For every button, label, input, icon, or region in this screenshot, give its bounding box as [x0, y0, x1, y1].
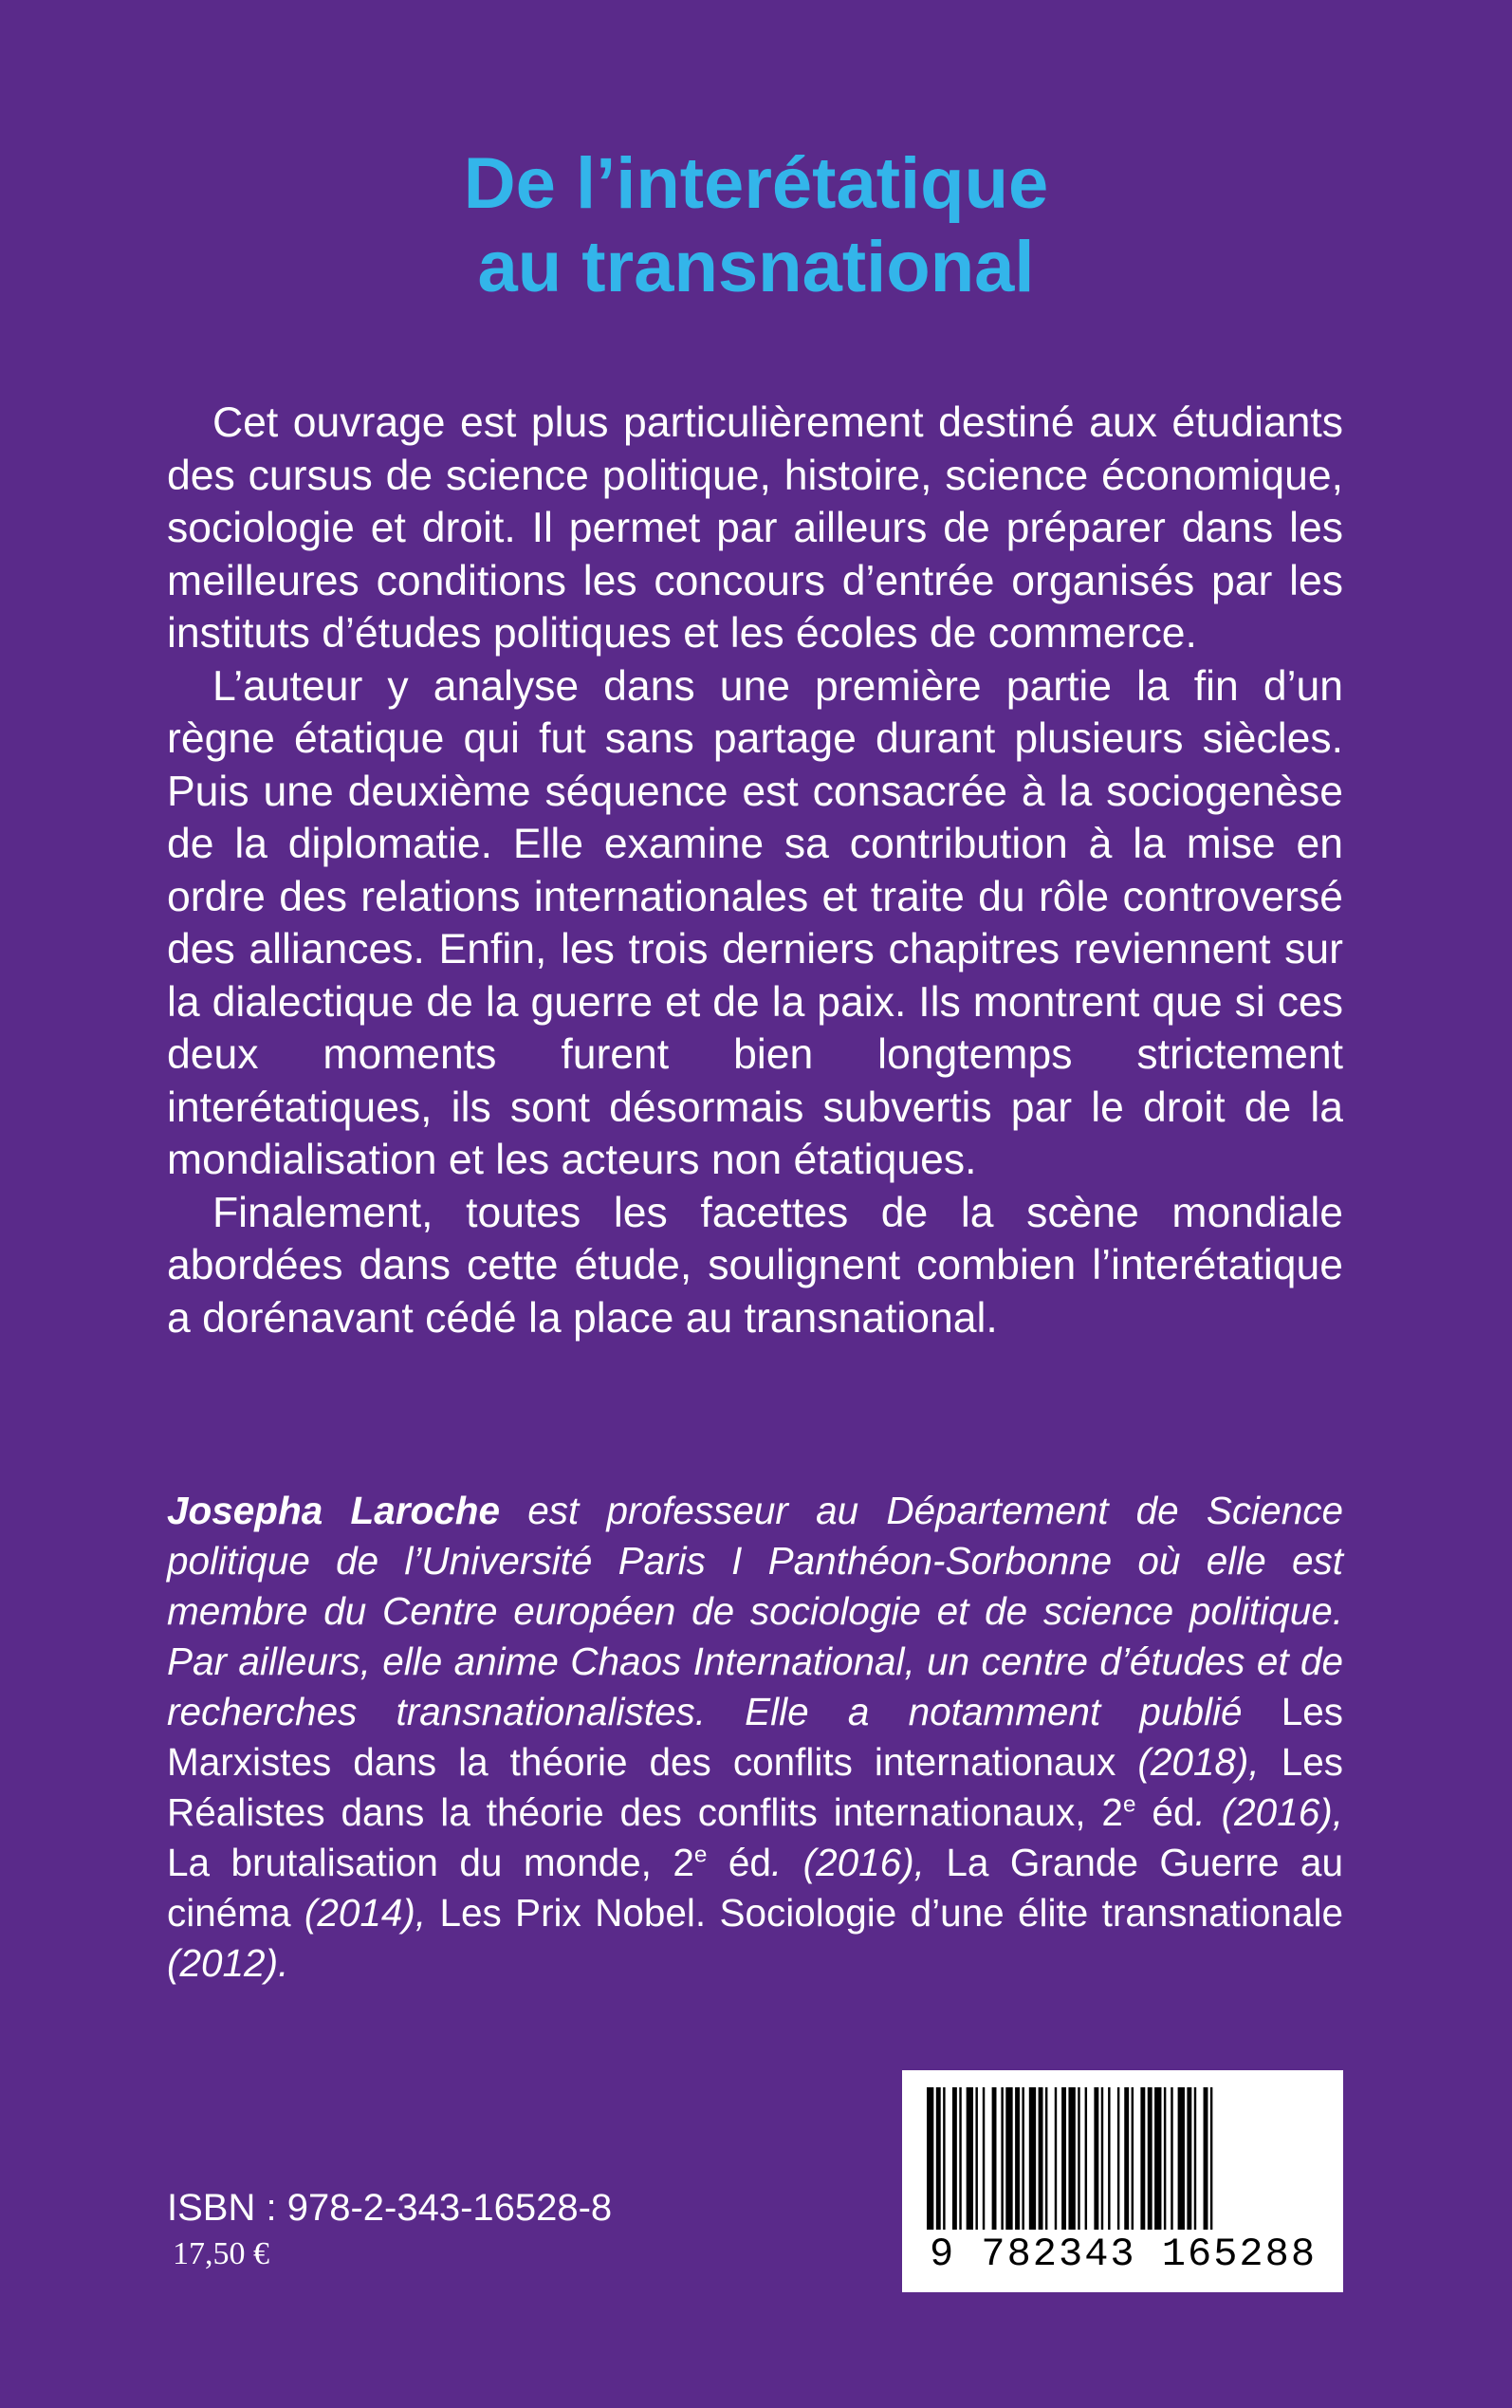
barcode-bar [1101, 2087, 1103, 2230]
barcode-bar [1055, 2087, 1057, 2230]
book-edition-sup-2: e [1122, 1791, 1136, 1818]
barcode-bar [1061, 2087, 1066, 2230]
barcode-bar [1015, 2087, 1020, 2230]
isbn: ISBN : 978-2-343-16528-8 [167, 2187, 613, 2229]
barcode-bar [1085, 2087, 1087, 2230]
barcode-bar [927, 2087, 933, 2230]
blurb-paragraph-2: L’auteur y analyse dans une première partie la fin d’un règne étatique qui fut sans partage durant plusieurs siècles. Puis une deuxième séquence est consacrée à la sociogenèse de la diplomatie. Elle examine sa contribution à la mise en ordre des relations internationales et traite du rôle controversé des alliances. Enfin, les trois derniers chapitres reviennent sur la dialectique de la guerre et de la paix. Ils montrent que si ces deux moments furent bien longtemps strictement interétatiques, ils sont désormais subvertis par le droit de la mondialisation et les acteurs non étatiques. [167, 662, 1343, 1183]
barcode-bar [1029, 2087, 1036, 2230]
barcode-bar [1094, 2087, 1098, 2230]
barcode-bar [1178, 2087, 1185, 2230]
barcode-bar [943, 2087, 945, 2230]
barcode-bar [1117, 2087, 1119, 2230]
barcode-bar [1204, 2087, 1208, 2230]
book-title-2: Les Réalistes dans la théorie des conflits internationaux, 2 [167, 1740, 1343, 1834]
barcode-bar [936, 2087, 941, 2230]
barcode-bar [983, 2087, 985, 2230]
blurb-paragraph-3: Finalement, toutes les facettes de la scène mondiale abordées dans cette étude, soulignent combien l’interétatique a dorénavant cédé la place au transnational. [167, 1189, 1343, 1342]
barcode-bar [1005, 2087, 1012, 2230]
barcode-bar [1068, 2087, 1075, 2230]
barcode-bar [1045, 2087, 1047, 2230]
price: 17,50 € [173, 2236, 269, 2271]
book-year-4: (2014), [290, 1891, 440, 1935]
barcode-bar [1132, 2087, 1134, 2230]
barcode-bar [1187, 2087, 1191, 2230]
author-bio [167, 1486, 1343, 1989]
barcode-bars [919, 2087, 1327, 2230]
book-title-4: La Grande Guerre au cinéma [167, 1841, 1343, 1935]
barcode-bar [1194, 2087, 1196, 2230]
book-year-5: (2012). [167, 1941, 289, 1985]
barcode-bar [1078, 2087, 1079, 2230]
barcode-bar [1124, 2087, 1129, 2230]
book-year-2: . (2016), [1194, 1790, 1343, 1834]
barcode-bar [1140, 2087, 1145, 2230]
barcode-bar [1108, 2087, 1110, 2230]
author-bio-text: est professeur au Département de Science politique de l’Université Paris I Panthéon-Sorbonne où elle est membre du Centre européen de sociologie et de science politique. Par ailleurs, elle anime Chaos International, un centre d’études et de recherches transnationalistes. Elle a notamment publié [167, 1489, 1343, 1733]
blurb [167, 397, 1343, 1344]
book-title-5: Les Prix Nobel. Sociologie d’une élite transnationale [439, 1891, 1344, 1935]
barcode-bar [1039, 2087, 1043, 2230]
barcode [902, 2070, 1343, 2292]
book-year-3: . (2016), [770, 1841, 947, 1884]
blurb-paragraph-1: Cet ouvrage est plus particulièrement destiné aux étudiants des cursus de science politique, histoire, science économique, sociologie et droit. Il permet par ailleurs de préparer dans les meilleures conditions les concours d’entrée organisés par les instituts d’études politiques et les écoles de commerce. [167, 399, 1343, 657]
title-line-2: au transnational [477, 227, 1035, 307]
book-title-1: Les Marxistes dans la théorie des conflits internationaux [167, 1690, 1343, 1784]
book-edition-3: éd [707, 1841, 771, 1884]
barcode-bar [1210, 2087, 1212, 2230]
barcode-bar [959, 2087, 961, 2230]
book-edition-sup-3: e [693, 1842, 708, 1868]
barcode-bar [992, 2087, 997, 2230]
barcode-digits: 9 782343 165288 [929, 2232, 1318, 2277]
title-line-1: De l’interétatique [463, 143, 1049, 224]
barcode-bar [1164, 2087, 1166, 2230]
author-name: Josepha Laroche [167, 1489, 501, 1532]
book-edition-2: éd [1135, 1790, 1195, 1834]
book-title-3: La brutalisation du monde, 2 [167, 1841, 694, 1884]
barcode-bar [967, 2087, 973, 2230]
barcode-bar [1171, 2087, 1172, 2230]
book-year-1: (2018), [1116, 1740, 1282, 1784]
barcode-bar [1148, 2087, 1152, 2230]
barcode-bar [1022, 2087, 1023, 2230]
barcode-bar [975, 2087, 977, 2230]
barcode-bar [952, 2087, 957, 2230]
book-title [0, 142, 1512, 309]
barcode-bar [1001, 2087, 1003, 2230]
barcode-bar [1154, 2087, 1161, 2230]
